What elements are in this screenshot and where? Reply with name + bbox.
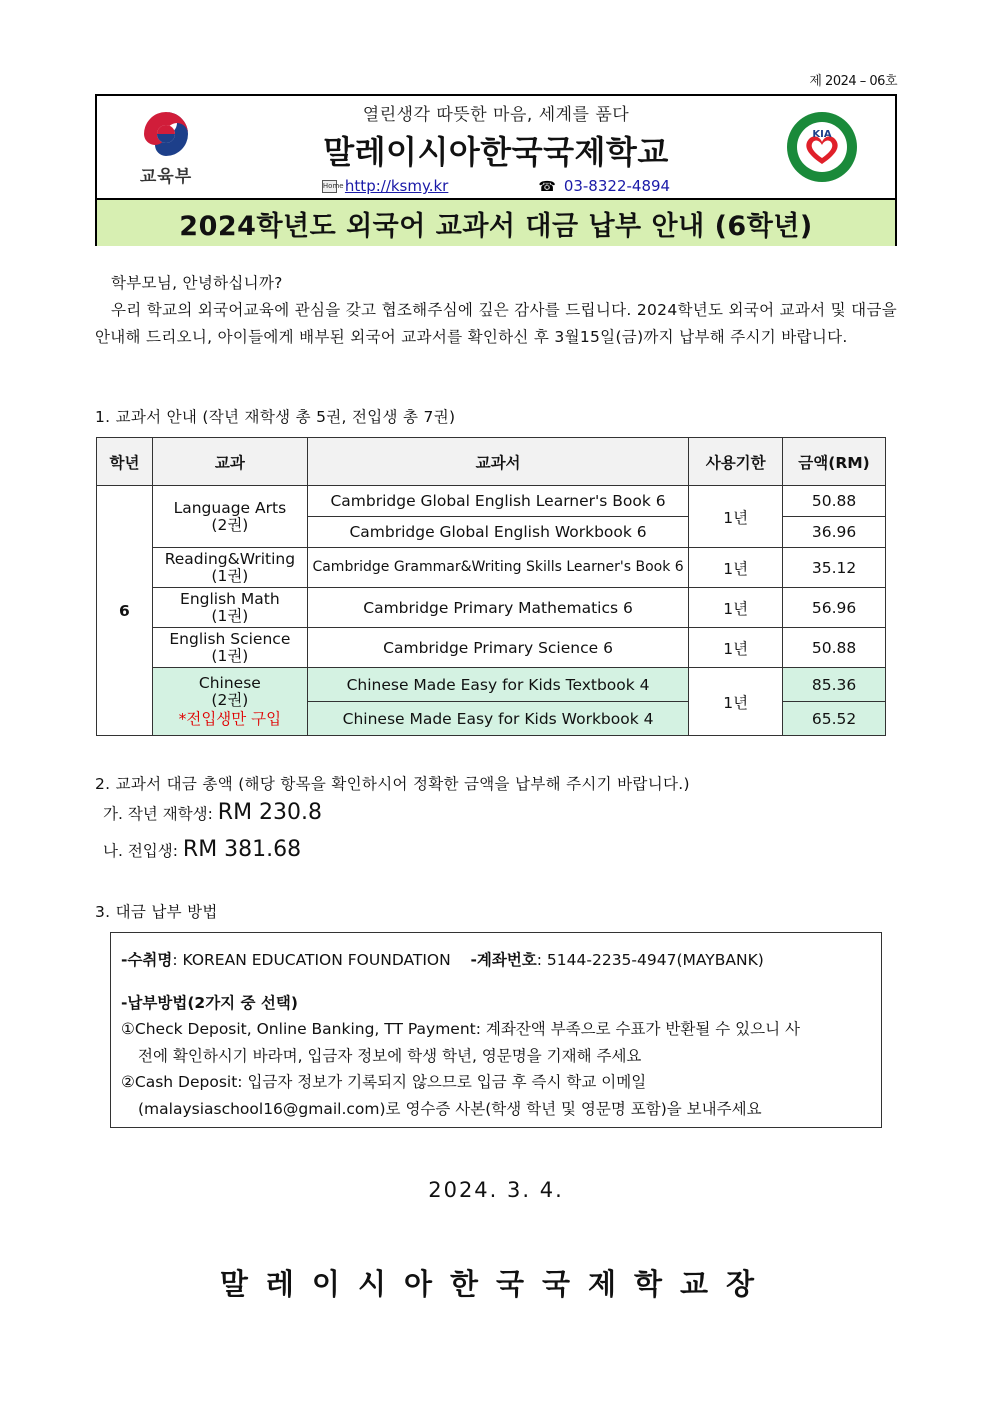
table-header-row [97,438,886,486]
book-price: 50.88 [783,628,886,668]
col-header-subject: 교과 [152,438,307,486]
intro-paragraph: 우리 학교의 외국어교육에 관심을 갖고 협조해주심에 깊은 감사를 드립니다. 2024학년도 외국어 교과서 및 대금을 안내해 드리오니, 아이들에게 배부된 외국어 교과서를 확인하신 후 3월15일(금)까지 납부해 주시기 바랍니다. [95,301,897,346]
table-row [97,588,886,628]
section2-heading: 2. 교과서 대금 총액 (해당 항목을 확인하시어 정확한 금액을 납부해 주시기 바랍니다.) [95,775,690,793]
greeting: 학부모님, 안녕하십니까? [111,274,283,292]
document-title: 2024학년도 외국어 교과서 대금 납부 안내 (6학년) [97,200,895,246]
subject-count: (2권) [211,515,249,534]
book-price: 36.96 [783,517,886,548]
subject-name: Reading&Writing [164,549,296,568]
book-title: Chinese Made Easy for Kids Textbook 4 [307,668,688,702]
book-title: Chinese Made Easy for Kids Workbook 4 [307,702,688,736]
account-value: : 5144-2235-4947(MAYBANK) [536,951,764,969]
subject-count: (2권) [211,691,249,709]
transfer-only-note: *전입생만 구입 [178,710,282,728]
textbook-table [96,437,886,736]
usage-period: 1년 [689,588,783,628]
principal-signature: 말레이시아한국국제학교장 [219,1267,773,1301]
phone-icon: ☎ [538,179,556,195]
subject-name: English Math [180,589,280,608]
school-name: 말레이시아한국국제학교 [323,133,669,171]
account-label: -계좌번호 [470,951,537,969]
document-number: 제 2024 – 06호 [809,74,897,89]
returning-students-total: RM 230.8 [217,800,323,825]
subject-name: Language Arts [173,498,287,517]
table-row [97,628,886,668]
book-title: Cambridge Global English Learner's Book 6 [307,486,688,517]
returning-students-label: 가. 작년 재학생: [103,805,213,823]
subject-name: Chinese [198,674,261,692]
section1-heading: 1. 교과서 안내 (작년 재학생 총 5권, 전입생 총 7권) [95,408,456,426]
col-header-period: 사용기한 [689,438,783,486]
col-header-price: 금액(RM) [783,438,886,486]
payment-method-2-cont: (malaysiaschool16@gmail.com)로 영수증 사본(학생 학년 및 영문명 포함)을 보내주세요 [138,1099,762,1118]
subject-count: (1권) [211,646,249,665]
payment-method-1: ①Check Deposit, Online Banking, TT Payment: 계좌잔액 부족으로 수표가 반환될 수 있으니 사 [121,1020,800,1038]
book-price: 65.52 [783,702,886,736]
payment-method-1-cont: 전에 확인하시기 바라며, 입금자 정보에 학생 학년, 영문명을 기재해 주세요 [138,1046,642,1065]
subject-count: (1권) [211,566,249,585]
grade-cell: 6 [97,486,153,736]
usage-period: 1년 [689,668,783,736]
payee-label: -수취명 [121,951,173,969]
payment-info-box [110,932,882,1128]
book-title: Cambridge Primary Mathematics 6 [307,588,688,628]
col-header-textbook: 교과서 [307,438,688,486]
col-header-grade: 학년 [97,438,153,486]
usage-period: 1년 [689,628,783,668]
book-price: 50.88 [783,486,886,517]
school-logo [785,110,859,184]
transfer-students-total: RM 381.68 [182,837,302,862]
payment-method-heading: -납부방법(2가지 중 선택) [121,993,298,1012]
book-price: 35.12 [783,548,886,588]
issue-date: 2024. 3. 4. [428,1178,564,1202]
table-row [97,548,886,588]
table-row [97,668,886,702]
section3-heading: 3. 대금 납부 방법 [95,903,218,921]
letterhead [95,94,897,246]
home-icon: Home [322,180,337,193]
book-title: Cambridge Grammar&Writing Skills Learner's Book 6 [307,548,688,588]
phone-number: 03-8322-4894 [563,177,671,195]
table-row [97,486,886,517]
usage-period: 1년 [689,486,783,548]
school-slogan: 열린생각 따뜻한 마음, 세계를 품다 [362,105,630,125]
website-link[interactable]: http://ksmy.kr [344,177,449,195]
school-logo-text: KIA [812,129,832,140]
transfer-students-label: 나. 전입생: [103,842,178,860]
book-title: Cambridge Global English Workbook 6 [307,517,688,548]
book-price: 56.96 [783,588,886,628]
payment-method-2: ②Cash Deposit: 입금자 정보가 기록되지 않으므로 입금 후 즉시 학교 이메일 [121,1073,647,1091]
book-price: 85.36 [783,668,886,702]
subject-count: (1권) [211,606,249,625]
usage-period: 1년 [689,548,783,588]
ministry-label: 교육부 [139,167,193,187]
book-title: Cambridge Primary Science 6 [307,628,688,668]
payee-value: : KOREAN EDUCATION FOUNDATION [172,951,451,969]
subject-name: English Science [169,629,291,648]
